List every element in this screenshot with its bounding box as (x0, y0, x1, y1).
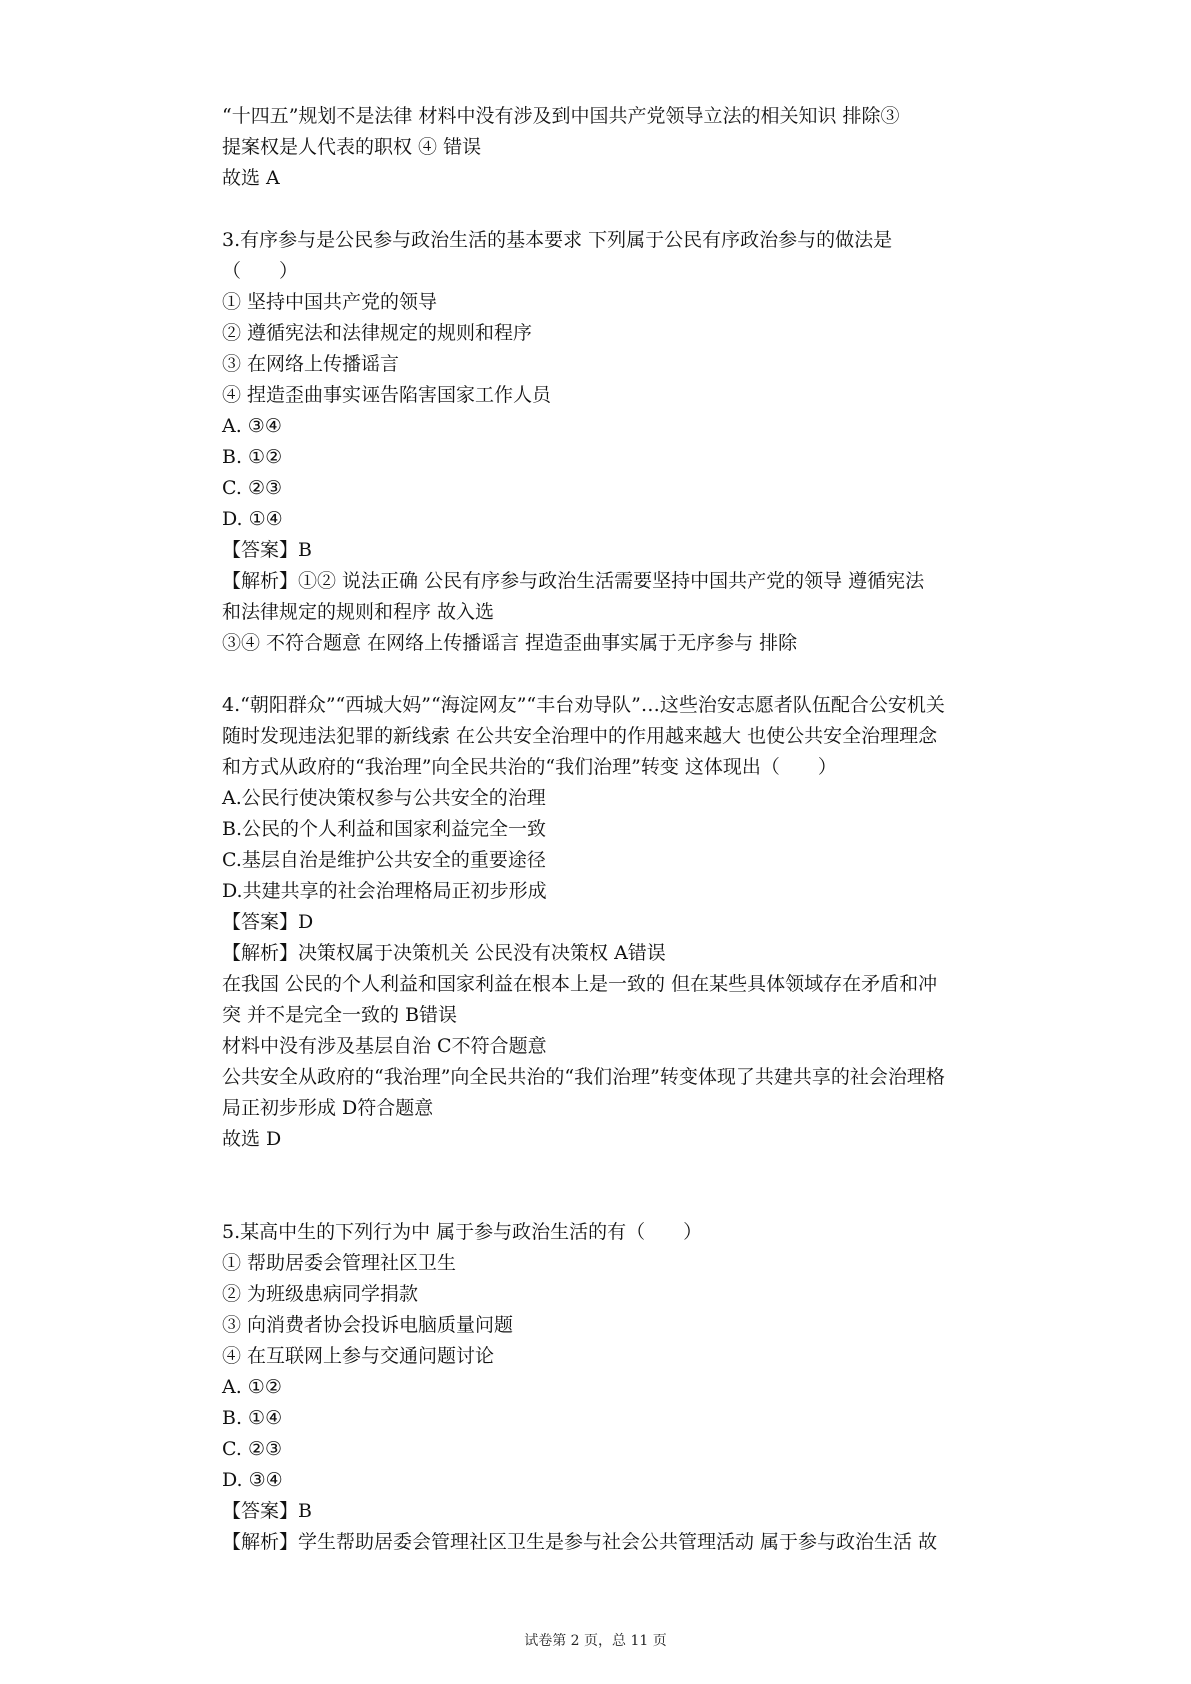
question-5 (222, 1217, 1022, 1558)
text-line: 故选 A (222, 167, 280, 189)
option: D.共建共享的社会治理格局正初步形成 (222, 880, 547, 902)
option: D. ①④ (222, 508, 283, 530)
answer: 【答案】B (222, 1500, 312, 1522)
analysis-line: 【解析】①② 说法正确 公民有序参与政治生活需要坚持中国共产党的领导 遵循宪法 (222, 570, 925, 592)
prev-analysis (222, 101, 1022, 194)
statement: ② 为班级患病同学捐款 (222, 1283, 419, 1305)
question-stem: （ ） (222, 260, 299, 282)
analysis-line: 故选 D (222, 1128, 282, 1150)
text-line: “十四五”规划不是法律 材料中没有涉及到中国共产党领导立法的相关知识 排除③ (222, 105, 900, 127)
option: C. ②③ (222, 477, 283, 499)
option: A.公民行使决策权参与公共安全的治理 (222, 787, 546, 809)
option: A. ①② (222, 1376, 282, 1398)
page-footer: 试卷第 2 页，总 11 页 (524, 1633, 667, 1649)
option: B. ①④ (222, 1407, 283, 1429)
question-stem: 5.某高中生的下列行为中 属于参与政治生活的有（ ） (222, 1221, 703, 1243)
text-line: 提案权是人代表的职权 ④ 错误 (222, 136, 482, 158)
statement: ④ 在互联网上参与交通问题讨论 (222, 1345, 495, 1367)
page-content (222, 101, 1022, 1558)
statement: ③ 向消费者协会投诉电脑质量问题 (222, 1314, 514, 1336)
analysis-line: 【解析】决策权属于决策机关 公民没有决策权 A错误 (222, 942, 666, 964)
question-stem: 4.“朝阳群众”“西城大妈”“海淀网友”“丰台劝导队”…这些治安志愿者队伍配合公安机关 (222, 694, 945, 716)
analysis-line: 和法律规定的规则和程序 故入选 (222, 601, 495, 623)
option: D. ③④ (222, 1469, 283, 1491)
option: C.基层自治是维护公共安全的重要途径 (222, 849, 546, 871)
statement: ① 坚持中国共产党的领导 (222, 291, 438, 313)
statement: ② 遵循宪法和法律规定的规则和程序 (222, 322, 533, 344)
statement: ③ 在网络上传播谣言 (222, 353, 400, 375)
answer: 【答案】B (222, 539, 312, 561)
option: A. ③④ (222, 415, 282, 437)
statement: ④ 捏造歪曲事实诬告陷害国家工作人员 (222, 384, 552, 406)
analysis-line: 公共安全从政府的“我治理”向全民共治的“我们治理”转变体现了共建共享的社会治理格 (222, 1066, 945, 1088)
question-4 (222, 690, 1022, 1155)
option: B.公民的个人利益和国家利益完全一致 (222, 818, 547, 840)
question-stem: 和方式从政府的“我治理”向全民共治的“我们治理”转变 这体现出（ ） (222, 756, 837, 778)
option: C. ②③ (222, 1438, 283, 1460)
statement: ① 帮助居委会管理社区卫生 (222, 1252, 457, 1274)
option: B. ①② (222, 446, 283, 468)
question-3 (222, 225, 1022, 659)
analysis-line: ③④ 不符合题意 在网络上传播谣言 捏造歪曲事实属于无序参与 排除 (222, 632, 798, 654)
analysis-line: 局正初步形成 D符合题意 (222, 1097, 434, 1119)
analysis-line: 在我国 公民的个人利益和国家利益在根本上是一致的 但在某些具体领域存在矛盾和冲 (222, 973, 938, 995)
analysis-line: 【解析】学生帮助居委会管理社区卫生是参与社会公共管理活动 属于参与政治生活 故 (222, 1531, 938, 1553)
analysis-line: 材料中没有涉及基层自治 C不符合题意 (222, 1035, 547, 1057)
answer: 【答案】D (222, 911, 314, 933)
question-stem: 随时发现违法犯罪的新线索 在公共安全治理中的作用越来越大 也使公共安全治理理念 (222, 725, 938, 747)
question-stem: 3.有序参与是公民参与政治生活的基本要求 下列属于公民有序政治参与的做法是 (222, 229, 893, 251)
analysis-line: 突 并不是完全一致的 B错误 (222, 1004, 458, 1026)
